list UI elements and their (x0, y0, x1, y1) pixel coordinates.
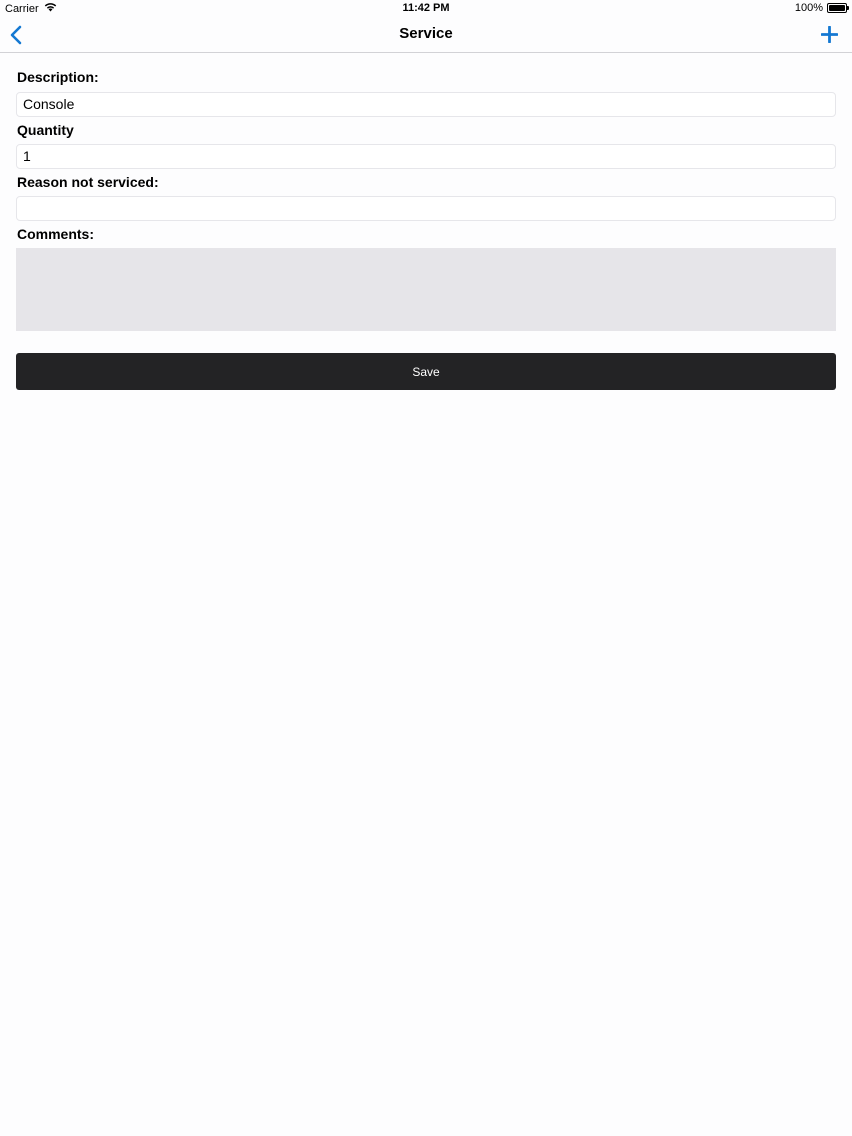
description-field[interactable]: Console (16, 92, 836, 117)
description-label: Description: (17, 69, 99, 85)
status-bar (0, 0, 852, 17)
comments-label: Comments: (17, 226, 95, 242)
reason-field[interactable] (16, 196, 836, 221)
comments-textarea[interactable] (16, 248, 836, 331)
battery-info (795, 2, 847, 14)
add-button[interactable] (821, 26, 838, 43)
reason-label: Reason not serviced: (17, 174, 159, 190)
battery-percent: 100% (794, 2, 823, 14)
page-title: Service (399, 25, 453, 42)
quantity-label: Quantity (17, 122, 74, 138)
save-button[interactable]: Save (16, 353, 836, 390)
navigation-bar (0, 17, 852, 53)
carrier-label: Carrier (5, 2, 39, 15)
battery-icon (827, 3, 847, 13)
quantity-field[interactable]: 1 (16, 144, 836, 169)
plus-icon (821, 26, 838, 43)
status-time: 11:42 PM (402, 2, 450, 14)
